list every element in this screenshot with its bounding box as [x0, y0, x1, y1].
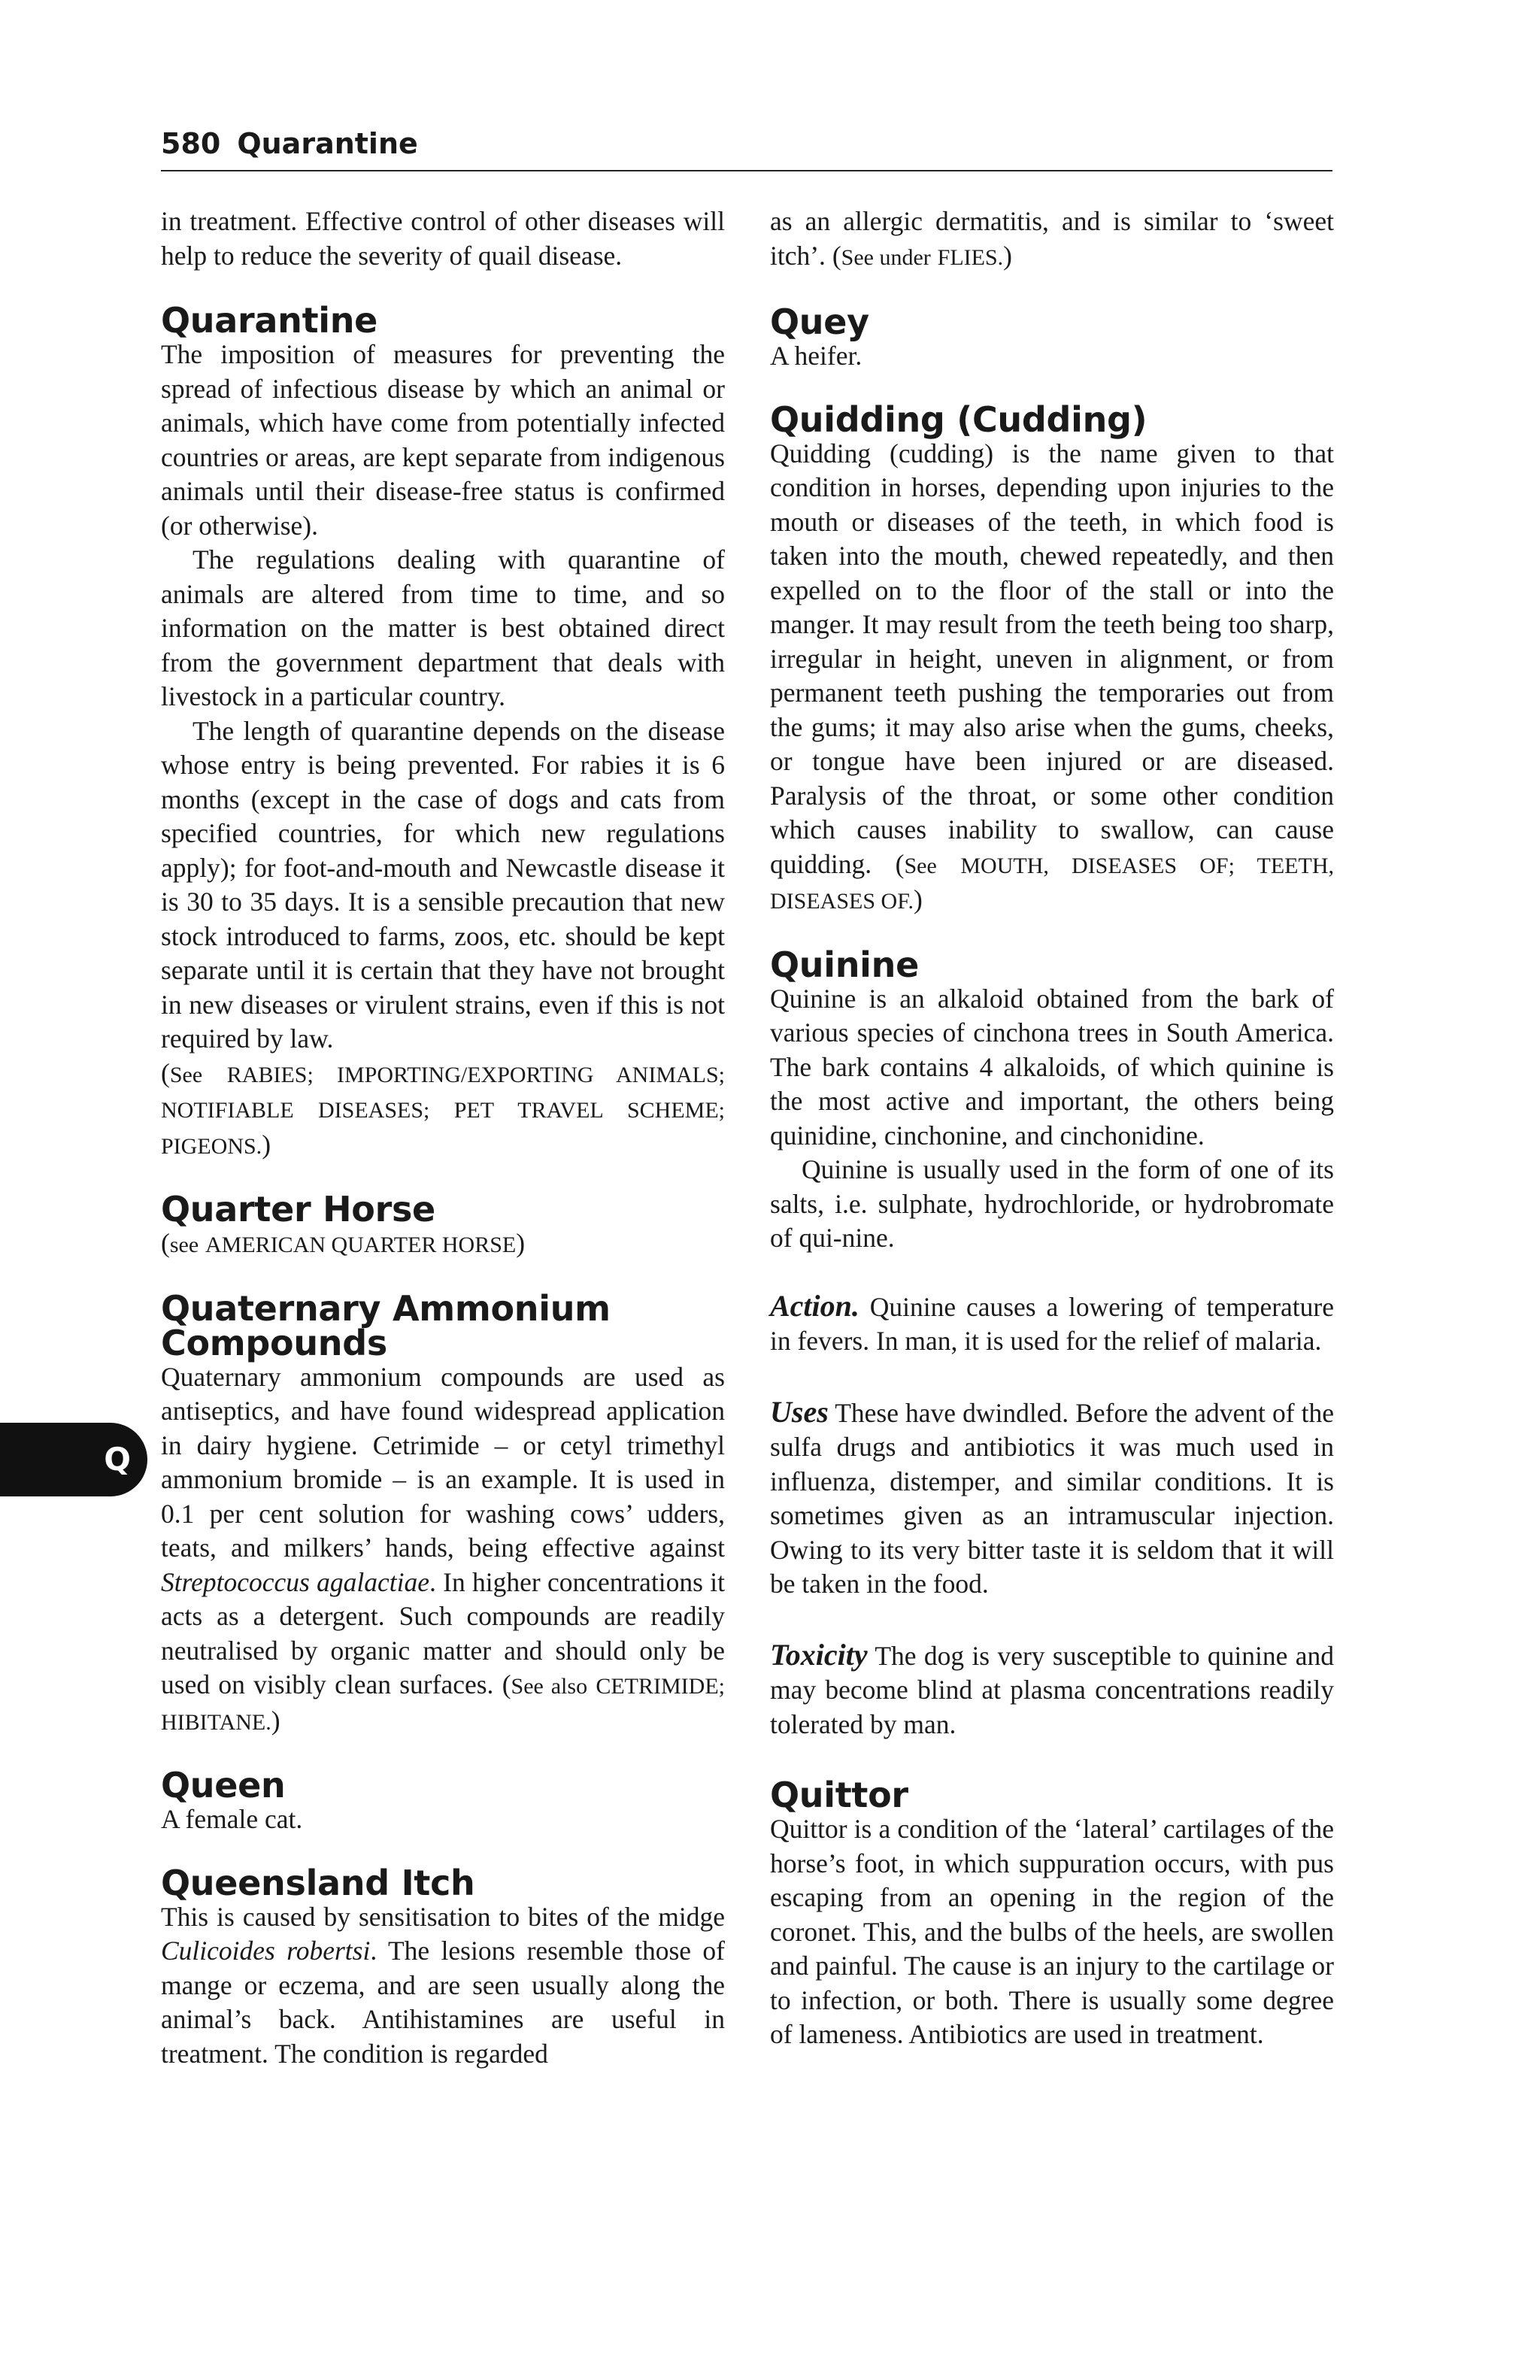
subentry-label: Uses: [770, 1394, 829, 1429]
body-paragraph: A female cat.: [161, 1804, 303, 1834]
entry-quidding: [770, 399, 1334, 919]
entry-title: Quarter Horse: [161, 1189, 435, 1229]
entry-title: Queensland Itch: [161, 1862, 475, 1903]
body-paragraph: Quinine is usually used in the form of one of its salts, i.e. sulphate, hydrochloride, or hydrobromate of qui-nine.: [770, 1154, 1334, 1253]
entry-title: Quinine: [770, 944, 919, 985]
body-paragraph: Quinine is an alkaloid obtained from the bark of various species of cinchona trees in South America. The bark contains 4 alkaloids, of which quinine is the most active and important, the others being quinidine, cinchonine, and cinchonidine.: [770, 983, 1334, 1151]
entry-queensland-itch: [161, 1862, 725, 2072]
body-paragraph: Quittor is a condition of the ‘lateral’ cartilages of the horse’s foot, in which suppuration occurs, with pus escaping from an opening in the region of the coronet. This, and the bulbs of the heels, are swollen and painful. The cause is an injury to the cartilage or to infection, or both. There is usually some degree of lameness. Antibiotics are used in treatment.: [770, 1814, 1334, 2049]
entry-quinine: [770, 944, 1335, 1742]
entry-queen: [161, 1765, 725, 1837]
continuation-text: as an allergic dermatitis, and is similar to ‘sweet itch’. (See under FLIES.): [770, 206, 1334, 271]
entry-quey: [770, 302, 1334, 374]
entry-title: Quaternary Ammonium Compounds: [161, 1287, 611, 1363]
entry-title: Queen: [161, 1765, 286, 1805]
body-paragraph: A heifer.: [770, 341, 862, 371]
body-paragraph: Quidding (cudding) is the name given to that condition in horses, depending upon injuries to the mouth or diseases of the teeth, in which food is taken into the mouth, chewed repeatedly, and then expelled on to the floor of the stall or into the manger. It may result from the teeth being too sharp, irregular in height, uneven in alignment, or from permanent teeth pushing the temporaries out from the gums; it may also arise when the gums, cheeks, or tongue have been injured or are diseased. Paralysis of the throat, or some other condition which causes inability to swallow, can cause quidding. (See MOUTH, DISEASES OF; TEETH, DISEASES OF.): [770, 438, 1334, 914]
body-paragraph: The imposition of measures for preventing the spread of infectious disease by which an animal or animals, which have come from potentially infected countries or areas, are kept separate from indigenous animals until their disease-free status is confirmed (or otherwise).: [161, 339, 725, 541]
subentry-action: Action. Quinine causes a lowering of temperature in fevers. In man, it is used for the relief of malaria.: [770, 1288, 1334, 1356]
entry-title: Quittor: [770, 1775, 908, 1815]
subentry-uses: Uses These have dwindled. Before the advent of the sulfa drugs and antibiotics it was much used in influenza, distemper, and similar conditions. It is sometimes given as an intramuscular injection. Owing to its very bitter taste it is seldom that it will be taken in the food.: [770, 1394, 1335, 1599]
running-title: Quarantine: [237, 127, 418, 160]
entry-continuation: [770, 205, 1334, 274]
body-paragraph: This is caused by sensitisation to bites of the midge Culicoides robertsi. The lesions resemble those of mange or eczema, and are seen usually along the animal’s back. Antihistamines are useful in treatment. The condition is regarded: [161, 1901, 725, 2069]
left-column: [161, 205, 725, 2100]
cross-reference: (see AMERICAN QUARTER HORSE): [161, 1228, 526, 1258]
entry-quarantine: [161, 300, 725, 1163]
page-number: 580: [161, 127, 221, 160]
continuation-text: in treatment. Effective control of other diseases will help to reduce the severity of quail disease.: [161, 206, 725, 271]
entry-title: Quey: [770, 302, 869, 342]
thumb-index-tab: [0, 1423, 147, 1496]
entry-quarter-horse: [161, 1189, 725, 1263]
subentry-toxicity: Toxicity The dog is very susceptible to quinine and may become blind at plasma concentrations readily tolerated by man.: [770, 1637, 1334, 1739]
species-name: Streptococcus agalactiae: [161, 1566, 429, 1597]
body-paragraph: The regulations dealing with quarantine of animals are altered from time to time, and so information on the matter is best obtained direct from the government department that deals with livestock in a particular country.: [161, 544, 725, 711]
entry-quittor: [770, 1775, 1334, 2052]
subentry-label: Action.: [770, 1288, 859, 1323]
body-paragraph: Quaternary ammonium compounds are used as antiseptics, and have found widespread application in dairy hygiene. Cetrimide – or cetyl trimethyl ammonium bromide – is an example. It is used in 0.1 per cent solution for washing cows’ udders, teats, and milkers’ hands, being effective against Streptococcus agalactiae. In higher concentrations it acts as a detergent. Such compounds are readily neutralised by organic matter and should only be used on visibly clean surfaces. (See also CETRIMIDE; HIBITANE.): [161, 1361, 725, 1736]
entry-continuation: [161, 205, 725, 273]
running-header: [161, 126, 1332, 171]
subentry-label: Toxicity: [770, 1637, 868, 1672]
right-column: [770, 205, 1334, 2081]
entry-title: Quarantine: [161, 300, 378, 341]
thumb-index-letter: Q: [104, 1441, 131, 1478]
entry-quaternary-ammonium: [161, 1287, 725, 1740]
species-name: Culicoides robertsi: [161, 1936, 371, 1966]
body-paragraph: The length of quarantine depends on the disease whose entry is being prevented. For rabies it is 6 months (except in the case of dogs and cats from specified countries, for which new regulations apply); for foot-and-mouth and Newcastle disease it is 30 to 35 days. It is a sensible precaution that new stock introduced to farms, zoos, etc. should be kept separate until it is certain that they have not brought in new diseases or virulent strains, even if this is not required by law.: [161, 715, 725, 1054]
cross-reference: (See RABIES; IMPORTING/EXPORTING ANIMALS; NOTIFIABLE DISEASES; PET TRAVEL SCHEME; PIGEONS.): [161, 1057, 725, 1160]
entry-title: Quidding (Cudding): [770, 399, 1147, 440]
